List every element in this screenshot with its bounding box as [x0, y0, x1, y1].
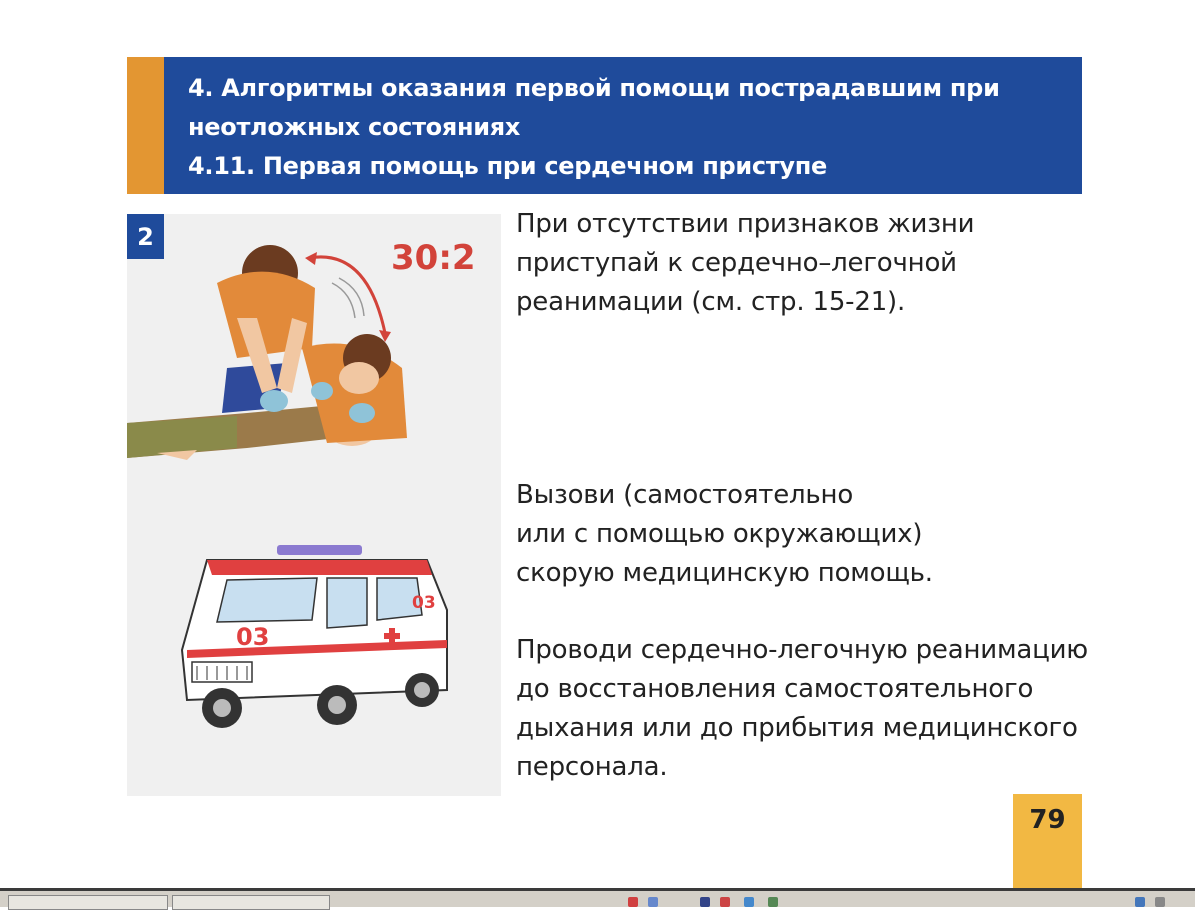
tray-icon[interactable] — [768, 897, 778, 907]
header-title-line-1-text: 4. Алгоритмы оказания первой помощи пострадавшим при — [188, 74, 1000, 102]
instruction-paragraph-2 — [516, 476, 933, 593]
paragraph-2-line-3: скорую медицинскую помощь. — [516, 558, 933, 588]
taskbar-window-button-2[interactable] — [172, 895, 330, 910]
ambulance-number-front: 03 — [236, 623, 270, 651]
paragraph-3-line-1: Проводи сердечно-легочную реанимацию — [516, 635, 1088, 665]
ambulance-illustration — [127, 540, 501, 740]
tray-icon[interactable] — [720, 897, 730, 907]
header-title-line-2: неотложных состояниях — [188, 113, 521, 141]
paragraph-2-line-1: Вызови (самостоятельно — [516, 480, 854, 510]
tray-icon[interactable] — [628, 897, 638, 907]
tray-icon[interactable] — [744, 897, 754, 907]
paragraph-1-line-1: При отсутствии признаков жизни — [516, 209, 975, 239]
tray-icon[interactable] — [1135, 897, 1145, 907]
header-subtitle: 4.11. Первая помощь при сердечном приступе — [188, 152, 828, 180]
tray-icon[interactable] — [648, 897, 658, 907]
paragraph-1-line-2: приступай к сердечно–легочной — [516, 248, 957, 278]
section-header-text — [127, 57, 1082, 194]
step-number-badge: 2 — [127, 214, 164, 259]
paragraph-3-line-3: дыхания или до прибытия медицинского — [516, 713, 1078, 743]
taskbar — [0, 888, 1195, 907]
instruction-paragraph-1 — [516, 205, 974, 322]
taskbar-window-button-1[interactable] — [8, 895, 168, 910]
cpr-ratio-label: 30:2 — [391, 238, 476, 278]
paragraph-3-line-2: до восстановления самостоятельного — [516, 674, 1034, 704]
paragraph-2-line-2: или с помощью окружающих) — [516, 519, 923, 549]
paragraph-1-line-3: реанимации (см. стр. 15-21). — [516, 287, 906, 317]
paragraph-3-line-4: персонала. — [516, 752, 668, 782]
page-number: 79 — [1013, 794, 1082, 888]
instruction-paragraph-3 — [516, 631, 1088, 787]
ambulance-number-side: 03 — [412, 593, 436, 613]
tray-icon[interactable] — [700, 897, 710, 907]
tray-icon[interactable] — [1155, 897, 1165, 907]
